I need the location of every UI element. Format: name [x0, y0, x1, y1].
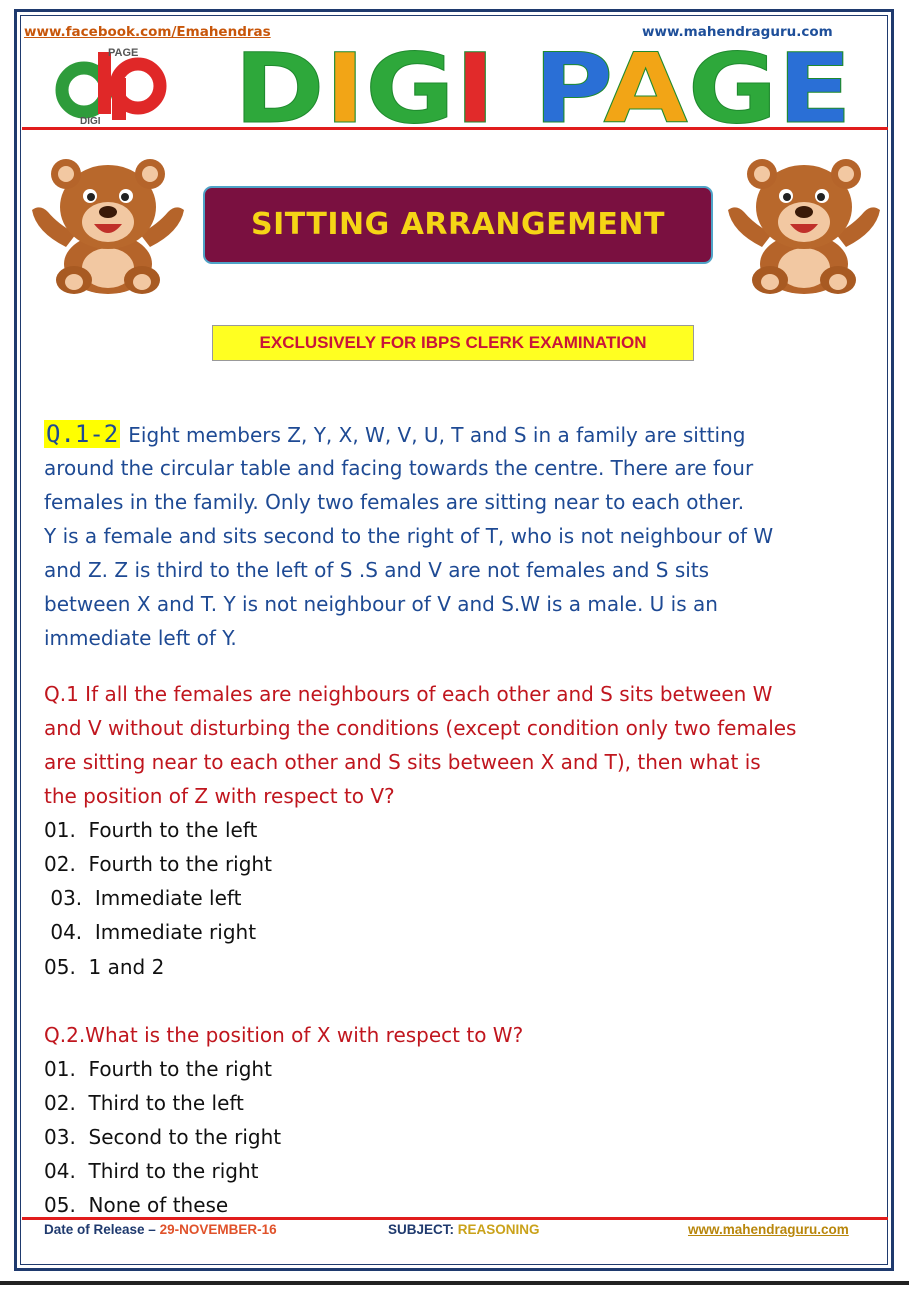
site-link-header[interactable]: www.mahendraguru.com	[642, 24, 833, 40]
teddy-bear-icon	[26, 152, 191, 297]
q2-option-2: 02. Third to the left	[44, 1091, 244, 1115]
facebook-link[interactable]: www.facebook.com/Emahendras	[24, 24, 271, 40]
footer-divider	[22, 1217, 888, 1220]
banner-title: D IG I PA G E	[234, 40, 844, 132]
q1-option-1: 01. Fourth to the left	[44, 818, 258, 842]
q1-option-5: 05. 1 and 2	[44, 955, 165, 979]
q1-option-2: 02. Fourth to the right	[44, 852, 272, 876]
passage-label: Q.1-2	[46, 420, 119, 448]
logo-bottom-text: DIGI	[80, 116, 101, 126]
site-link-footer[interactable]: www.mahendraguru.com	[688, 1222, 849, 1237]
q2-option-5: 05. None of these	[44, 1193, 229, 1217]
q1-option-4: 04. Immediate right	[44, 920, 257, 944]
passage-line-1: Q.1-2 Eight members Z, Y, X, W, V, U, T and S in a family are sitting	[46, 420, 746, 448]
q1-option-3: 03. Immediate left	[44, 886, 242, 910]
passage-line-5: and Z. Z is third to the left of S .S and V are not females and S sits	[44, 558, 710, 582]
q2-option-1: 01. Fourth to the right	[44, 1057, 272, 1081]
passage-line-7: immediate left of Y.	[44, 626, 237, 650]
q2-option-4: 04. Third to the right	[44, 1159, 259, 1183]
passage-line-4: Y is a female and sits second to the right of T, who is not neighbour of W	[44, 524, 774, 548]
teddy-bear-icon	[722, 152, 887, 297]
page-title: SITTING ARRANGEMENT	[203, 186, 713, 264]
q1-line-3: are sitting near to each other and S sits between X and T), then what is	[44, 750, 761, 774]
passage-line-3: females in the family. Only two females are sitting near to each other.	[44, 490, 745, 514]
bottom-bar	[0, 1281, 909, 1285]
subject: SUBJECT: REASONING	[388, 1222, 540, 1237]
exam-subtitle: EXCLUSIVELY FOR IBPS CLERK EXAMINATION	[212, 325, 694, 361]
q2-option-3: 03. Second to the right	[44, 1125, 282, 1149]
q1-line-1: Q.1 If all the females are neighbours of each other and S sits between W	[44, 682, 773, 706]
digi-page-banner	[228, 40, 858, 132]
q2-question: Q.2.What is the position of X with respect to W?	[44, 1023, 524, 1047]
q1-line-4: the position of Z with respect to V?	[44, 784, 395, 808]
release-date: Date of Release – 29-NOVEMBER-16	[44, 1222, 277, 1237]
digi-page-logo	[50, 44, 180, 126]
header-divider	[22, 127, 888, 130]
logo-top-text: PAGE	[108, 47, 139, 59]
passage-line-6: between X and T. Y is not neighbour of V and S.W is a male. U is an	[44, 592, 718, 616]
q1-line-2: and V without disturbing the conditions (except condition only two females	[44, 716, 797, 740]
passage-line-2: around the circular table and facing towards the centre. There are four	[44, 456, 754, 480]
